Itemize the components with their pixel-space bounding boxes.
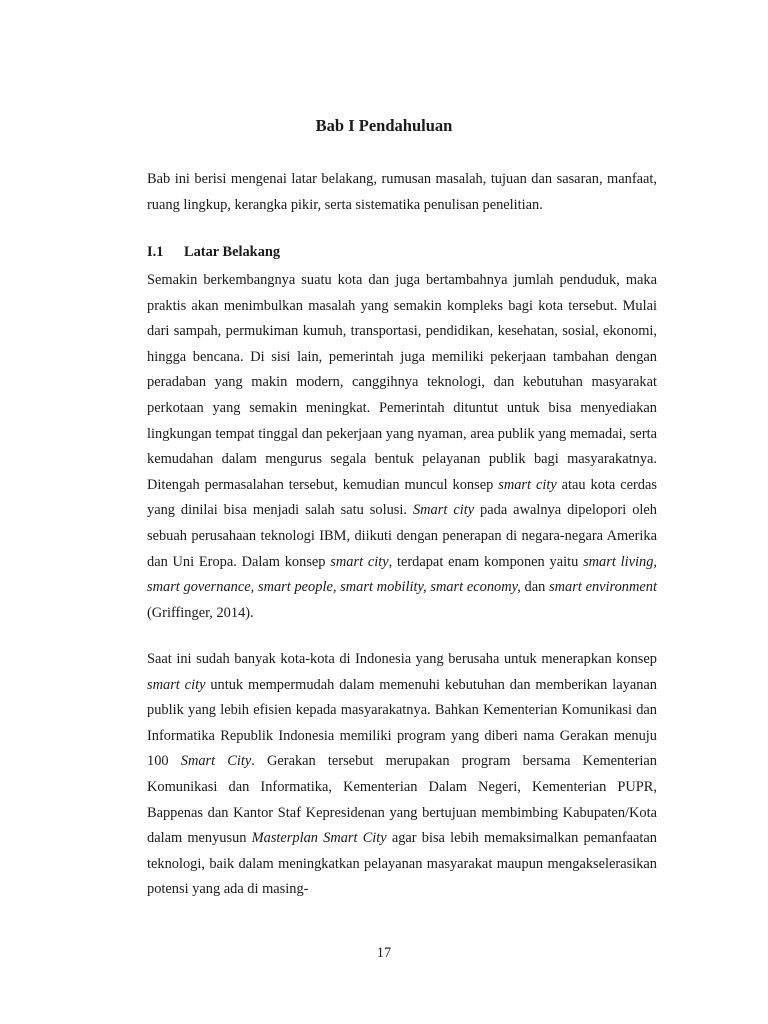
intro-paragraph: Bab ini berisi mengenai latar belakang, rumusan masalah, tujuan dan sasaran, manfaat, ruang lingkup, kerangka pikir, serta sistematika penulisan penelitian. — [147, 171, 657, 213]
italic-term: smart city — [147, 676, 206, 693]
italic-term: smart living, smart governance, smart people, smart mobility, smart economy, — [147, 553, 657, 596]
text-run: , terdapat enam komponen yaitu — [388, 553, 584, 570]
text-run: . Gerakan tersebut merupakan program bersama Kementerian Komunikasi dan Informatika, Kementerian Dalam Negeri, Kementerian PUPR, Bappenas dan Kantor Staf Kepresidenan yang bertujuan membimbing Kabupaten/Kota dalam menyusun — [147, 753, 657, 847]
text-run: atau kota cerdas yang dinilai bisa menjadi salah satu solusi. — [147, 476, 657, 519]
body-paragraph — [147, 647, 657, 903]
italic-term: smart city — [498, 476, 557, 493]
text-run: (Griffinger, 2014). — [147, 604, 254, 621]
italic-term: Smart City — [180, 753, 252, 770]
body-paragraph — [147, 268, 657, 626]
page-number: 17 — [376, 945, 392, 961]
text-run: Saat ini sudah banyak kota-kota di Indonesia yang berusaha untuk menerapkan konsep — [147, 651, 657, 667]
chapter-title: Bab I Pendahuluan — [315, 116, 453, 135]
italic-term: Smart city — [412, 502, 475, 519]
text-run: untuk mempermudah dalam memenuhi kebutuhan dan memberikan layanan publik yang lebih efisien kepada masyarakatnya. Bahkan Kementerian Komunikasi dan Informatika Republik Indonesia memiliki program yang diberi nama Gerakan menuju 100 — [147, 676, 657, 770]
section-heading — [147, 244, 280, 261]
text-run: Semakin berkembangnya suatu kota dan juga bertambahnya jumlah penduduk, maka praktis akan menimbulkan masalah yang semakin kompleks bagi kota tersebut. Mulai dari sampah, permukiman kumuh, transportasi, pendidikan, kesehatan, sosial, ekonomi, hingga bencana. Di sisi lain, pemerintah juga memiliki pekerjaan tambahan dengan peradaban yang makin modern, canggihnya teknologi, dan kebutuhan masyarakat perkotaan yang semakin meningkat. Pemerintah dituntut untuk bisa menyediakan lingkungan tempat tinggal dan pekerjaan yang nyaman, area publik yang memadai, serta kemudahan dalam mengurus segala bentuk pelayanan publik bagi masyarakatnya. Ditengah permasalahan tersebut, kemudian muncul konsep — [147, 272, 657, 493]
text-run: agar bisa lebih memaksimalkan pemanfaatan teknologi, baik dalam meningkatkan pelayanan masyarakat maupun mengakselerasikan potensi yang ada di masing- — [147, 830, 657, 898]
italic-term: smart city — [330, 553, 389, 570]
text-run: dan — [520, 579, 550, 596]
italic-term: smart environment — [549, 579, 657, 596]
section-number: I.1 — [147, 244, 164, 260]
italic-term: Masterplan Smart City — [251, 830, 387, 847]
text-run: pada awalnya dipelopori oleh sebuah perusahaan teknologi IBM, diikuti dengan penerapan di negara-negara Amerika dan Uni Eropa. Dalam konsep — [147, 502, 657, 570]
section-title: Latar Belakang — [184, 244, 281, 260]
